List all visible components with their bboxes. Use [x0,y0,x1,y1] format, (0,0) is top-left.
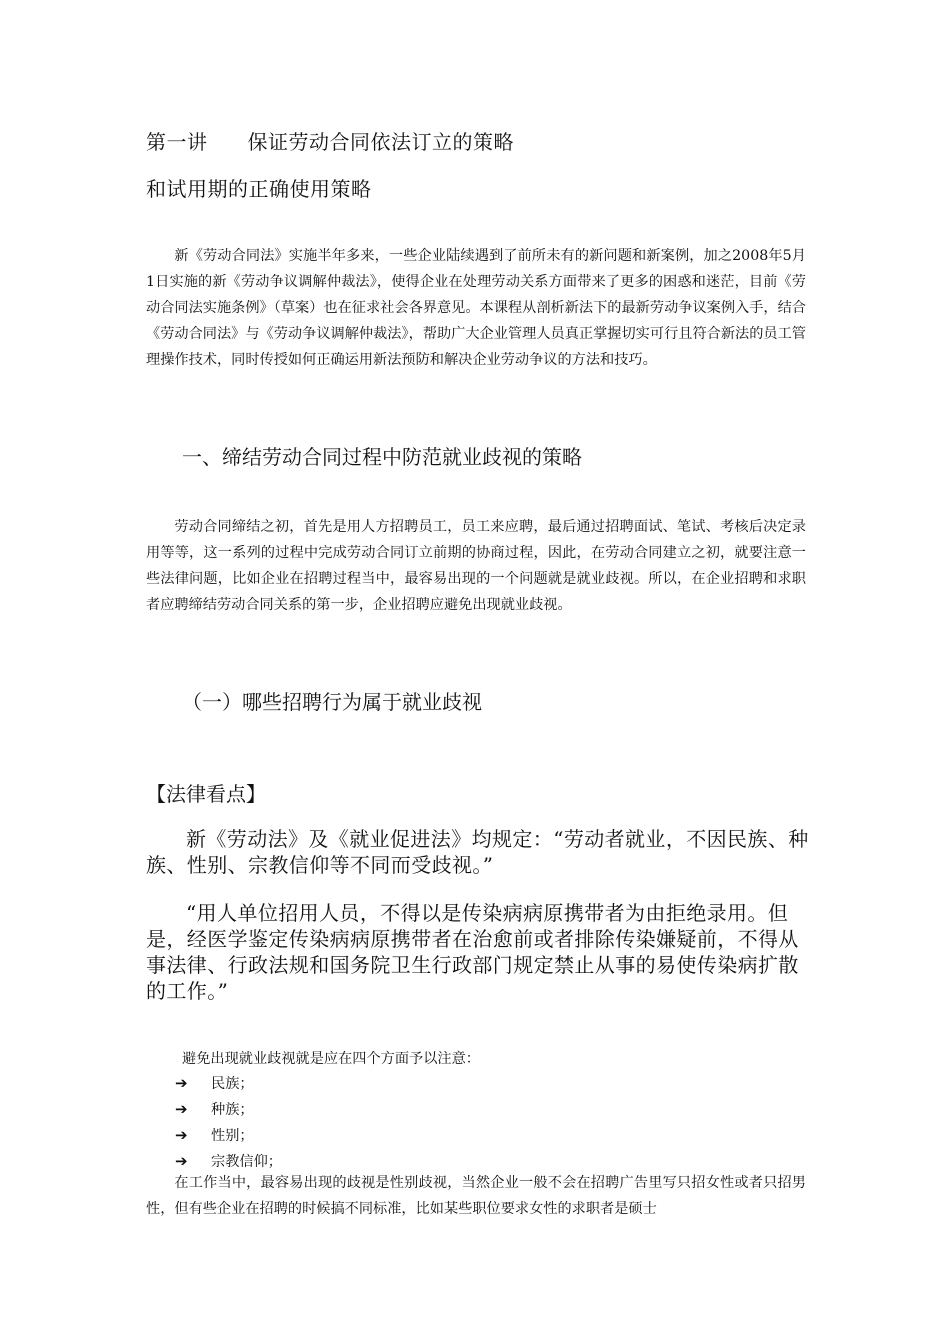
list-item-text: 性别； [211,1128,254,1144]
intro-paragraph: 新《劳动合同法》实施半年多来，一些企业陆续遇到了前所未有的新问题和新案例，加之2008年5月1日实施的新《劳动争议调解仲裁法》，使得企业在处理劳动关系方面带来了更多的困惑和迷茫，目前《劳动合同法实施条例》（草案）也在征求社会各界意见。本课程从剖析新法下的最新劳动争议案例入手，结合《劳动合同法》与《劳动争议调解仲裁法》，帮助广大企业管理人员真正掌握切实可行且符合新法的员工管理操作技术，同时传授如何正确运用新法预防和解决企业劳动争议的方法和技巧。 [146,248,806,368]
section-1-paragraph: 劳动合同缔结之初，首先是用人方招聘员工，员工来应聘，最后通过招聘面试、笔试、考核后决定录用等等，这一系列的过程中完成劳动合同订立前期的协商过程，因此，在劳动合同建立之初，就要注意一些法律问题，比如企业在招聘过程当中，最容易出现的一个问题就是就业歧视。所以，在企业招聘和求职者应聘缔结劳动合同关系的第一步，企业招聘应避免出现就业歧视。 [146,519,806,613]
law-quote-1: 新《劳动法》及《就业促进法》均规定：“劳动者就业，不因民族、种族、性别、宗教信仰等不同而受歧视。” [146,827,809,877]
title-main-text: 保证劳动合同依法订立的策略 [247,130,514,154]
document-title-line-2: 和试用期的正确使用策略 [146,177,372,201]
attention-list [175,1070,282,1174]
list-item-text: 民族； [211,1076,254,1092]
section-heading-1: 一、缔结劳动合同过程中防范就业歧视的策略 [182,445,582,469]
arrow-right-icon: ➔ [175,1126,188,1144]
law-quote-2: “用人单位招用人员，不得以是传染病病原携带者为由拒绝录用。但是，经医学鉴定传染病病原携带者在治愈前或者排除传染嫌疑前，不得从事法律、行政法规和国务院卫生行政部门规定禁止从事的易使传染病扩散的工作。” [146,901,799,1003]
list-item [175,1070,282,1096]
list-item [175,1096,282,1122]
arrow-right-icon: ➔ [175,1074,188,1092]
list-item-text: 种族； [211,1102,254,1118]
lecture-label: 第一讲 [146,130,208,154]
subsection-heading-1: （一）哪些招聘行为属于就业歧视 [182,690,482,714]
arrow-right-icon: ➔ [175,1152,188,1170]
arrow-right-icon: ➔ [175,1100,188,1118]
attention-intro: 避免出现就业歧视就是应在四个方面予以注意： [182,1051,480,1067]
closing-paragraph: 在工作当中，最容易出现的歧视是性别歧视，当然企业一般不会在招聘广告里写只招女性或者只招男性，但有些企业在招聘的时候搞不同标准，比如某些职位要求女性的求职者是硕士 [146,1175,806,1217]
document-title-line-1 [146,126,514,155]
list-item-text: 宗教信仰； [211,1154,282,1170]
list-item [175,1122,282,1148]
law-points-heading: 【法律看点】 [146,782,266,806]
